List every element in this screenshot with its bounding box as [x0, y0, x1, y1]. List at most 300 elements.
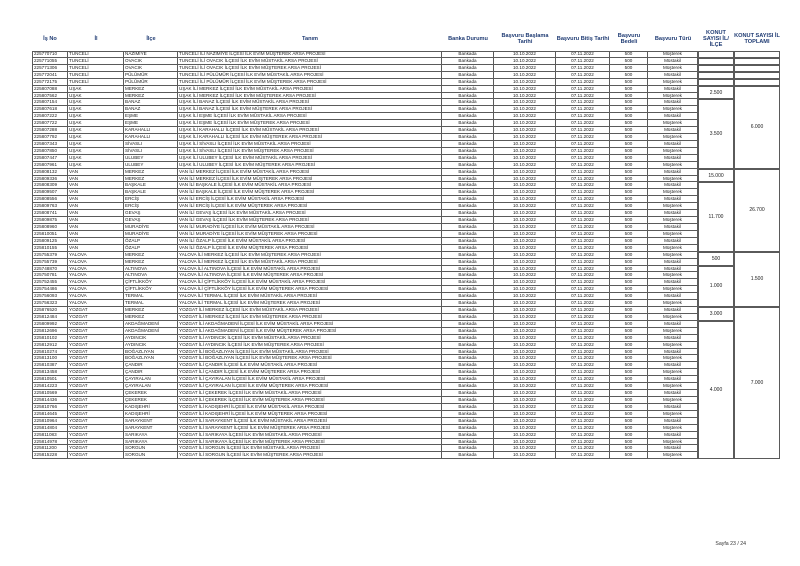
- cell-ilce: MERKEZ: [124, 176, 178, 183]
- cell-basvuru-bedeli: 500: [610, 279, 648, 286]
- cell-basvuru-bitis: 07.11.2022: [556, 376, 610, 383]
- cell-tanim: TUNCELİ İLİ OVACIK İLÇESİ İLK EVİM MÜŞTEREK ARSA PROJESİ: [178, 65, 442, 72]
- cell-banka-durumu: Bankada: [442, 65, 494, 72]
- cell-is-no: 225756323: [32, 300, 68, 307]
- cell-basvuru-bitis: 07.11.2022: [556, 342, 610, 349]
- cell-basvuru-bedeli: 500: [610, 134, 648, 141]
- cell-basvuru-baslama: 10.10.2022: [494, 127, 556, 134]
- table-row: [0, 369, 800, 376]
- cell-basvuru-bedeli: 500: [610, 99, 648, 106]
- cell-tanim: YOZGAT İLİ ÇAYIRALAN İLÇESİ İLK EVİM MÜŞTEREK ARSA PROJESİ: [178, 383, 442, 390]
- cell-banka-durumu: Bankada: [442, 58, 494, 65]
- cell-is-no: 225807343: [32, 141, 68, 148]
- cell-basvuru-turu: Müstakil: [648, 321, 698, 328]
- cell-basvuru-turu: Müstakil: [648, 279, 698, 286]
- cell-is-no: 225807562: [32, 93, 68, 100]
- table-row: [0, 189, 800, 196]
- cell-is-no: 225814436: [32, 397, 68, 404]
- cell-banka-durumu: Bankada: [442, 155, 494, 162]
- table-row: [0, 169, 800, 176]
- cell-is-no: 225810274: [32, 349, 68, 356]
- cell-banka-durumu: Bankada: [442, 79, 494, 86]
- cell-basvuru-turu: Müstakil: [648, 266, 698, 273]
- cell-il: YOZGAT: [68, 439, 124, 446]
- konut-il-toplam-value: 1.500: [734, 252, 780, 307]
- cell-tanim: YOZGAT İLİ AKDAĞMADENİ İLÇESİ İLK EVİM MÜSTAKİL ARSA PROJESİ: [178, 321, 442, 328]
- table-row: [0, 286, 800, 293]
- cell-is-no: 225810387: [32, 362, 68, 369]
- cell-il: UŞAK: [68, 134, 124, 141]
- cell-tanim: TUNCELİ İLİ NAZIMİYE İLÇESİ İLK EVİM MÜŞTEREK ARSA PROJESİ: [178, 51, 442, 58]
- cell-ilce: AYDINCIK: [124, 335, 178, 342]
- cell-ilce: ÇEKEREK: [124, 397, 178, 404]
- cell-is-no: 225809763: [32, 203, 68, 210]
- cell-basvuru-bedeli: 500: [610, 349, 648, 356]
- cell-ilce: AKDAĞMADENİ: [124, 328, 178, 335]
- cell-il: UŞAK: [68, 106, 124, 113]
- cell-basvuru-turu: Müşterek: [648, 272, 698, 279]
- cell-tanim: YOZGAT İLİ SARIKAYA İLÇESİ İLK EVİM MÜSTAKİL ARSA PROJESİ: [178, 432, 442, 439]
- cell-banka-durumu: Bankada: [442, 376, 494, 383]
- cell-tanim: UŞAK İLİ SİVASLI İLÇESİ İLK EVİM MÜSTAKİL ARSA PROJESİ: [178, 141, 442, 148]
- cell-il: VAN: [68, 217, 124, 224]
- cell-tanim: YOZGAT İLİ ÇANDIR İLÇESİ İLK EVİM MÜSTAKİL ARSA PROJESİ: [178, 362, 442, 369]
- cell-is-no: 225770710: [32, 51, 68, 58]
- cell-basvuru-turu: Müstakil: [648, 335, 698, 342]
- cell-banka-durumu: Bankada: [442, 51, 494, 58]
- cell-ilce: BAŞKALE: [124, 189, 178, 196]
- table-row: [0, 245, 800, 252]
- cell-ilce: BANAZ: [124, 99, 178, 106]
- header-konut-toplam: KONUT SAYISI İL TOPLAMI: [734, 33, 780, 45]
- cell-is-no: 225771306: [32, 65, 68, 72]
- cell-basvuru-baslama: 10.10.2022: [494, 86, 556, 93]
- cell-basvuru-bedeli: 500: [610, 411, 648, 418]
- header-tanim: Tanım: [301, 36, 319, 42]
- cell-ilce: ULUBEY: [124, 155, 178, 162]
- cell-ilce: ÇANDIR: [124, 362, 178, 369]
- cell-il: TUNCELİ: [68, 65, 124, 72]
- cell-tanim: VAN İLİ ERCİŞ İLÇESİ İLK EVİM MÜSTAKİL ARSA PROJESİ: [178, 196, 442, 203]
- cell-ilce: SİVASLI: [124, 141, 178, 148]
- cell-banka-durumu: Bankada: [442, 106, 494, 113]
- cell-basvuru-turu: Müşterek: [648, 286, 698, 293]
- cell-il: YOZGAT: [68, 335, 124, 342]
- cell-basvuru-bedeli: 500: [610, 79, 648, 86]
- table-row: [0, 252, 800, 259]
- cell-basvuru-bedeli: 500: [610, 383, 648, 390]
- cell-basvuru-bedeli: 500: [610, 162, 648, 169]
- cell-is-no: 225813458: [32, 369, 68, 376]
- cell-basvuru-baslama: 10.10.2022: [494, 349, 556, 356]
- header-is-no: İş No: [43, 36, 57, 42]
- cell-basvuru-baslama: 10.10.2022: [494, 397, 556, 404]
- cell-ilce: ÇİFTLİKKÖY: [124, 286, 178, 293]
- table-row: [0, 148, 800, 155]
- cell-il: UŞAK: [68, 93, 124, 100]
- cell-basvuru-bitis: 07.11.2022: [556, 231, 610, 238]
- cell-basvuru-turu: Müşterek: [648, 231, 698, 238]
- cell-banka-durumu: Bankada: [442, 203, 494, 210]
- header-banka-durumu: Banka Durumu: [448, 36, 488, 42]
- cell-is-no: 225808556: [32, 196, 68, 203]
- cell-basvuru-baslama: 10.10.2022: [494, 196, 556, 203]
- cell-ilce: KADIŞEHRİ: [124, 404, 178, 411]
- cell-basvuru-turu: Müstakil: [648, 155, 698, 162]
- cell-basvuru-bedeli: 500: [610, 335, 648, 342]
- cell-basvuru-bitis: 07.11.2022: [556, 425, 610, 432]
- cell-banka-durumu: Bankada: [442, 217, 494, 224]
- cell-tanim: YOZGAT İLİ ÇANDIR İLÇESİ İLK EVİM MÜŞTEREK ARSA PROJESİ: [178, 369, 442, 376]
- cell-ilce: OVACIK: [124, 58, 178, 65]
- cell-basvuru-bitis: 07.11.2022: [556, 169, 610, 176]
- table-row: [0, 293, 800, 300]
- cell-basvuru-turu: Müşterek: [648, 189, 698, 196]
- cell-is-no: 225809336: [32, 176, 68, 183]
- cell-il: TUNCELİ: [68, 79, 124, 86]
- cell-basvuru-bedeli: 500: [610, 418, 648, 425]
- empty-group-cell: [734, 58, 780, 65]
- cell-il: VAN: [68, 238, 124, 245]
- header-il: İl: [94, 36, 98, 42]
- cell-ilce: BANAZ: [124, 106, 178, 113]
- cell-basvuru-baslama: 10.10.2022: [494, 141, 556, 148]
- cell-basvuru-bedeli: 500: [610, 321, 648, 328]
- cell-basvuru-baslama: 10.10.2022: [494, 418, 556, 425]
- cell-basvuru-bedeli: 500: [610, 293, 648, 300]
- table-row: [0, 452, 800, 459]
- cell-ilce: ERCİŞ: [124, 196, 178, 203]
- table-row: [0, 342, 800, 349]
- cell-is-no: 225808309: [32, 182, 68, 189]
- cell-ilce: TERMAL: [124, 300, 178, 307]
- cell-basvuru-bitis: 07.11.2022: [556, 279, 610, 286]
- cell-basvuru-bitis: 07.11.2022: [556, 293, 610, 300]
- cell-il: VAN: [68, 176, 124, 183]
- cell-banka-durumu: Bankada: [442, 439, 494, 446]
- cell-banka-durumu: Bankada: [442, 432, 494, 439]
- cell-basvuru-turu: Müşterek: [648, 217, 698, 224]
- cell-basvuru-bedeli: 500: [610, 106, 648, 113]
- cell-tanim: TUNCELİ İLİ PÜLÜMÜR İLÇESİ İLK EVİM MÜSTAKİL ARSA PROJESİ: [178, 72, 442, 79]
- cell-basvuru-bitis: 07.11.2022: [556, 439, 610, 446]
- cell-basvuru-bitis: 07.11.2022: [556, 224, 610, 231]
- table-row: [0, 432, 800, 439]
- cell-tanim: YOZGAT İLİ ÇEKEREK İLÇESİ İLK EVİM MÜSTAKİL ARSA PROJESİ: [178, 390, 442, 397]
- cell-basvuru-baslama: 10.10.2022: [494, 335, 556, 342]
- cell-basvuru-baslama: 10.10.2022: [494, 203, 556, 210]
- cell-tanim: YOZGAT İLİ AYDINCIK İLÇESİ İLK EVİM MÜSTAKİL ARSA PROJESİ: [178, 335, 442, 342]
- table-row: [0, 196, 800, 203]
- empty-group-cell: [698, 79, 734, 86]
- cell-basvuru-baslama: 10.10.2022: [494, 286, 556, 293]
- cell-basvuru-turu: Müşterek: [648, 120, 698, 127]
- cell-il: VAN: [68, 210, 124, 217]
- cell-tanim: YALOVA İLİ TERMAL İLÇESİ İLK EVİM MÜSTAKİL ARSA PROJESİ: [178, 293, 442, 300]
- cell-il: YALOVA: [68, 286, 124, 293]
- cell-basvuru-bedeli: 500: [610, 328, 648, 335]
- cell-il: YOZGAT: [68, 307, 124, 314]
- cell-basvuru-turu: Müstakil: [648, 390, 698, 397]
- cell-il: UŞAK: [68, 127, 124, 134]
- konut-il-ilce-value: 2.500: [698, 86, 734, 100]
- cell-basvuru-bitis: 07.11.2022: [556, 390, 610, 397]
- cell-banka-durumu: Bankada: [442, 252, 494, 259]
- cell-is-no: 225809125: [32, 238, 68, 245]
- cell-tanim: YOZGAT İLİ SARAYKENT İLÇESİ İLK EVİM MÜSTAKİL ARSA PROJESİ: [178, 418, 442, 425]
- cell-tanim: UŞAK İLİ EŞME İLÇESİ İLK EVİM MÜSTAKİL ARSA PROJESİ: [178, 113, 442, 120]
- cell-basvuru-bitis: 07.11.2022: [556, 86, 610, 93]
- empty-group-cell: [734, 72, 780, 79]
- cell-basvuru-bitis: 07.11.2022: [556, 321, 610, 328]
- table-row: [0, 224, 800, 231]
- cell-is-no: 225810102: [32, 335, 68, 342]
- cell-basvuru-baslama: 10.10.2022: [494, 321, 556, 328]
- cell-ilce: MERKEZ: [124, 86, 178, 93]
- cell-ilce: MERKEZ: [124, 314, 178, 321]
- cell-basvuru-bitis: 07.11.2022: [556, 141, 610, 148]
- cell-ilce: KARAHALLI: [124, 134, 178, 141]
- cell-basvuru-turu: Müşterek: [648, 383, 698, 390]
- cell-basvuru-bitis: 07.11.2022: [556, 307, 610, 314]
- cell-basvuru-turu: Müşterek: [648, 252, 698, 259]
- cell-ilce: KADIŞEHRİ: [124, 411, 178, 418]
- cell-basvuru-baslama: 10.10.2022: [494, 93, 556, 100]
- cell-tanim: VAN İLİ GEVAŞ İLÇESİ İLK EVİM MÜSTAKİL ARSA PROJESİ: [178, 210, 442, 217]
- cell-basvuru-bedeli: 500: [610, 196, 648, 203]
- cell-tanim: YOZGAT İLİ KADIŞEHRİ İLÇESİ İLK EVİM MÜSTAKİL ARSA PROJESİ: [178, 404, 442, 411]
- cell-is-no: 225810501: [32, 376, 68, 383]
- page-number: Sayfa 23 / 24: [715, 541, 746, 547]
- cell-ilce: ÇEKEREK: [124, 390, 178, 397]
- cell-basvuru-bitis: 07.11.2022: [556, 369, 610, 376]
- cell-tanim: UŞAK İLİ ULUBEY İLÇESİ İLK EVİM MÜŞTEREK ARSA PROJESİ: [178, 162, 442, 169]
- cell-tanim: YALOVA İLİ ALTINOVA İLÇESİ İLK EVİM MÜSTAKİL ARSA PROJESİ: [178, 266, 442, 273]
- header-basvuru-baslama: Başvuru Başlama Tarihi: [501, 33, 549, 45]
- cell-basvuru-bitis: 07.11.2022: [556, 272, 610, 279]
- cell-tanim: UŞAK İLİ MERKEZ İLÇESİ İLK EVİM MÜSTAKİL ARSA PROJESİ: [178, 86, 442, 93]
- table-row: [0, 127, 800, 134]
- cell-is-no: 225876520: [32, 307, 68, 314]
- cell-il: YOZGAT: [68, 355, 124, 362]
- cell-ilce: SARIKAYA: [124, 432, 178, 439]
- cell-is-no: 225807154: [32, 99, 68, 106]
- cell-il: UŞAK: [68, 141, 124, 148]
- header-konut-il-ilce: KONUT SAYISI İL/İLÇE: [703, 30, 729, 48]
- cell-basvuru-baslama: 10.10.2022: [494, 293, 556, 300]
- cell-tanim: YOZGAT İLİ SARIKAYA İLÇESİ İLK EVİM MÜŞTEREK ARSA PROJESİ: [178, 439, 442, 446]
- cell-banka-durumu: Bankada: [442, 390, 494, 397]
- cell-is-no: 225772175: [32, 79, 68, 86]
- cell-is-no: 225810766: [32, 404, 68, 411]
- cell-is-no: 225807850: [32, 148, 68, 155]
- cell-basvuru-bedeli: 500: [610, 203, 648, 210]
- cell-il: UŞAK: [68, 148, 124, 155]
- table-row: [0, 355, 800, 362]
- cell-basvuru-turu: Müstakil: [648, 127, 698, 134]
- table-row: [0, 58, 800, 65]
- konut-il-toplam-value: 7.000: [734, 307, 780, 459]
- cell-basvuru-bedeli: 500: [610, 217, 648, 224]
- empty-group-cell: [698, 65, 734, 72]
- header-basvuru-bitis: Başvuru Bitiş Tarihi: [556, 36, 610, 42]
- cell-ilce: SORGUN: [124, 452, 178, 459]
- table-row: [0, 51, 800, 58]
- cell-basvuru-bitis: 07.11.2022: [556, 51, 610, 58]
- cell-basvuru-bedeli: 500: [610, 397, 648, 404]
- cell-basvuru-bedeli: 500: [610, 189, 648, 196]
- table-row: [0, 203, 800, 210]
- cell-basvuru-baslama: 10.10.2022: [494, 452, 556, 459]
- cell-tanim: YOZGAT İLİ KADIŞEHRİ İLÇESİ İLK EVİM MÜŞTEREK ARSA PROJESİ: [178, 411, 442, 418]
- cell-banka-durumu: Bankada: [442, 349, 494, 356]
- table-row: [0, 328, 800, 335]
- cell-basvuru-turu: Müstakil: [648, 72, 698, 79]
- cell-basvuru-baslama: 10.10.2022: [494, 376, 556, 383]
- cell-ilce: MURADİYE: [124, 224, 178, 231]
- cell-is-no: 225807447: [32, 155, 68, 162]
- cell-is-no: 225813100: [32, 355, 68, 362]
- cell-banka-durumu: Bankada: [442, 127, 494, 134]
- cell-basvuru-bitis: 07.11.2022: [556, 189, 610, 196]
- cell-basvuru-bitis: 07.11.2022: [556, 155, 610, 162]
- cell-basvuru-bitis: 07.11.2022: [556, 72, 610, 79]
- cell-basvuru-turu: Müstakil: [648, 307, 698, 314]
- cell-basvuru-turu: Müşterek: [648, 245, 698, 252]
- table-row: [0, 217, 800, 224]
- cell-is-no: 225808741: [32, 210, 68, 217]
- table-row: [0, 113, 800, 120]
- cell-basvuru-turu: Müstakil: [648, 113, 698, 120]
- cell-il: YOZGAT: [68, 418, 124, 425]
- cell-il: VAN: [68, 245, 124, 252]
- table-row: [0, 79, 800, 86]
- empty-group-cell: [734, 79, 780, 86]
- cell-ilce: EŞME: [124, 120, 178, 127]
- cell-basvuru-bedeli: 500: [610, 231, 648, 238]
- cell-basvuru-bedeli: 500: [610, 58, 648, 65]
- cell-banka-durumu: Bankada: [442, 369, 494, 376]
- cell-basvuru-bitis: 07.11.2022: [556, 238, 610, 245]
- cell-basvuru-baslama: 10.10.2022: [494, 58, 556, 65]
- cell-basvuru-bedeli: 500: [610, 266, 648, 273]
- cell-basvuru-bedeli: 500: [610, 148, 648, 155]
- cell-basvuru-turu: Müşterek: [648, 162, 698, 169]
- cell-tanim: YOZGAT İLİ ÇEKEREK İLÇESİ İLK EVİM MÜŞTEREK ARSA PROJESİ: [178, 397, 442, 404]
- cell-basvuru-baslama: 10.10.2022: [494, 176, 556, 183]
- cell-il: VAN: [68, 189, 124, 196]
- cell-il: YOZGAT: [68, 369, 124, 376]
- cell-basvuru-bedeli: 500: [610, 452, 648, 459]
- table-row: [0, 376, 800, 383]
- cell-il: UŞAK: [68, 162, 124, 169]
- cell-basvuru-baslama: 10.10.2022: [494, 148, 556, 155]
- cell-tanim: YOZGAT İLİ MERKEZ İLÇESİ İLK EVİM MÜŞTEREK ARSA PROJESİ: [178, 314, 442, 321]
- cell-basvuru-baslama: 10.10.2022: [494, 328, 556, 335]
- cell-banka-durumu: Bankada: [442, 300, 494, 307]
- cell-basvuru-baslama: 10.10.2022: [494, 72, 556, 79]
- konut-il-ilce-value: 15.000: [698, 169, 734, 183]
- cell-banka-durumu: Bankada: [442, 86, 494, 93]
- cell-ilce: ULUBEY: [124, 162, 178, 169]
- cell-is-no: 225807088: [32, 86, 68, 93]
- cell-basvuru-bedeli: 500: [610, 439, 648, 446]
- cell-basvuru-turu: Müşterek: [648, 106, 698, 113]
- cell-ilce: MERKEZ: [124, 252, 178, 259]
- table-row: [0, 307, 800, 314]
- cell-tanim: VAN İLİ ÖZALP İLÇESİ İLK EVİM MÜSTAKİL ARSA PROJESİ: [178, 238, 442, 245]
- cell-basvuru-bedeli: 500: [610, 369, 648, 376]
- empty-group-cell: [698, 72, 734, 79]
- cell-basvuru-bitis: 07.11.2022: [556, 106, 610, 113]
- cell-ilce: PÜLÜMÜR: [124, 72, 178, 79]
- cell-basvuru-bitis: 07.11.2022: [556, 58, 610, 65]
- cell-il: YOZGAT: [68, 328, 124, 335]
- cell-il: VAN: [68, 182, 124, 189]
- cell-is-no: 225807222: [32, 113, 68, 120]
- cell-basvuru-bitis: 07.11.2022: [556, 113, 610, 120]
- cell-is-no: 225808960: [32, 224, 68, 231]
- cell-ilce: BOĞAZLIYAN: [124, 355, 178, 362]
- cell-is-no: 225810155: [32, 245, 68, 252]
- cell-is-no: 225756093: [32, 293, 68, 300]
- cell-tanim: YALOVA İLİ ÇİFTLİKKÖY İLÇESİ İLK EVİM MÜSTAKİL ARSA PROJESİ: [178, 279, 442, 286]
- cell-ilce: ÇİFTLİKKÖY: [124, 279, 178, 286]
- cell-tanim: TUNCELİ İLİ OVACIK İLÇESİ İLK EVİM MÜSTAKİL ARSA PROJESİ: [178, 58, 442, 65]
- cell-ilce: AYDINCIK: [124, 342, 178, 349]
- cell-ilce: AKDAĞMADENİ: [124, 321, 178, 328]
- cell-basvuru-baslama: 10.10.2022: [494, 425, 556, 432]
- cell-banka-durumu: Bankada: [442, 148, 494, 155]
- cell-ilce: SARAYKENT: [124, 425, 178, 432]
- cell-tanim: VAN İLİ MURADİYE İLÇESİ İLK EVİM MÜŞTEREK ARSA PROJESİ: [178, 231, 442, 238]
- cell-is-no: 225755739: [32, 259, 68, 266]
- cell-tanim: YALOVA İLİ MERKEZ İLÇESİ İLK EVİM MÜSTAKİL ARSA PROJESİ: [178, 259, 442, 266]
- cell-basvuru-turu: Müstakil: [648, 238, 698, 245]
- cell-basvuru-bitis: 07.11.2022: [556, 314, 610, 321]
- cell-basvuru-turu: Müstakil: [648, 432, 698, 439]
- cell-il: YALOVA: [68, 266, 124, 273]
- cell-basvuru-bedeli: 500: [610, 127, 648, 134]
- cell-banka-durumu: Bankada: [442, 266, 494, 273]
- cell-ilce: GEVAŞ: [124, 210, 178, 217]
- cell-basvuru-baslama: 10.10.2022: [494, 169, 556, 176]
- cell-basvuru-turu: Müşterek: [648, 93, 698, 100]
- cell-basvuru-bitis: 07.11.2022: [556, 397, 610, 404]
- cell-basvuru-baslama: 10.10.2022: [494, 279, 556, 286]
- cell-banka-durumu: Bankada: [442, 452, 494, 459]
- konut-il-ilce-value: 4.000: [698, 321, 734, 459]
- cell-basvuru-turu: Müstakil: [648, 210, 698, 217]
- cell-banka-durumu: Bankada: [442, 231, 494, 238]
- cell-il: VAN: [68, 196, 124, 203]
- cell-basvuru-bedeli: 500: [610, 65, 648, 72]
- cell-banka-durumu: Bankada: [442, 120, 494, 127]
- cell-ilce: ERCİŞ: [124, 203, 178, 210]
- cell-il: YOZGAT: [68, 425, 124, 432]
- table-row: [0, 445, 800, 452]
- cell-basvuru-bitis: 07.11.2022: [556, 383, 610, 390]
- konut-il-toplam-value: 26.700: [734, 169, 780, 252]
- cell-banka-durumu: Bankada: [442, 224, 494, 231]
- cell-basvuru-baslama: 10.10.2022: [494, 120, 556, 127]
- cell-basvuru-bitis: 07.11.2022: [556, 418, 610, 425]
- cell-tanim: UŞAK İLİ EŞME İLÇESİ İLK EVİM MÜŞTEREK ARSA PROJESİ: [178, 120, 442, 127]
- cell-tanim: YALOVA İLİ ALTINOVA İLÇESİ İLK EVİM MÜŞTEREK ARSA PROJESİ: [178, 272, 442, 279]
- cell-ilce: ÇANDIR: [124, 369, 178, 376]
- table-row: [0, 176, 800, 183]
- cell-ilce: ÖZALP: [124, 245, 178, 252]
